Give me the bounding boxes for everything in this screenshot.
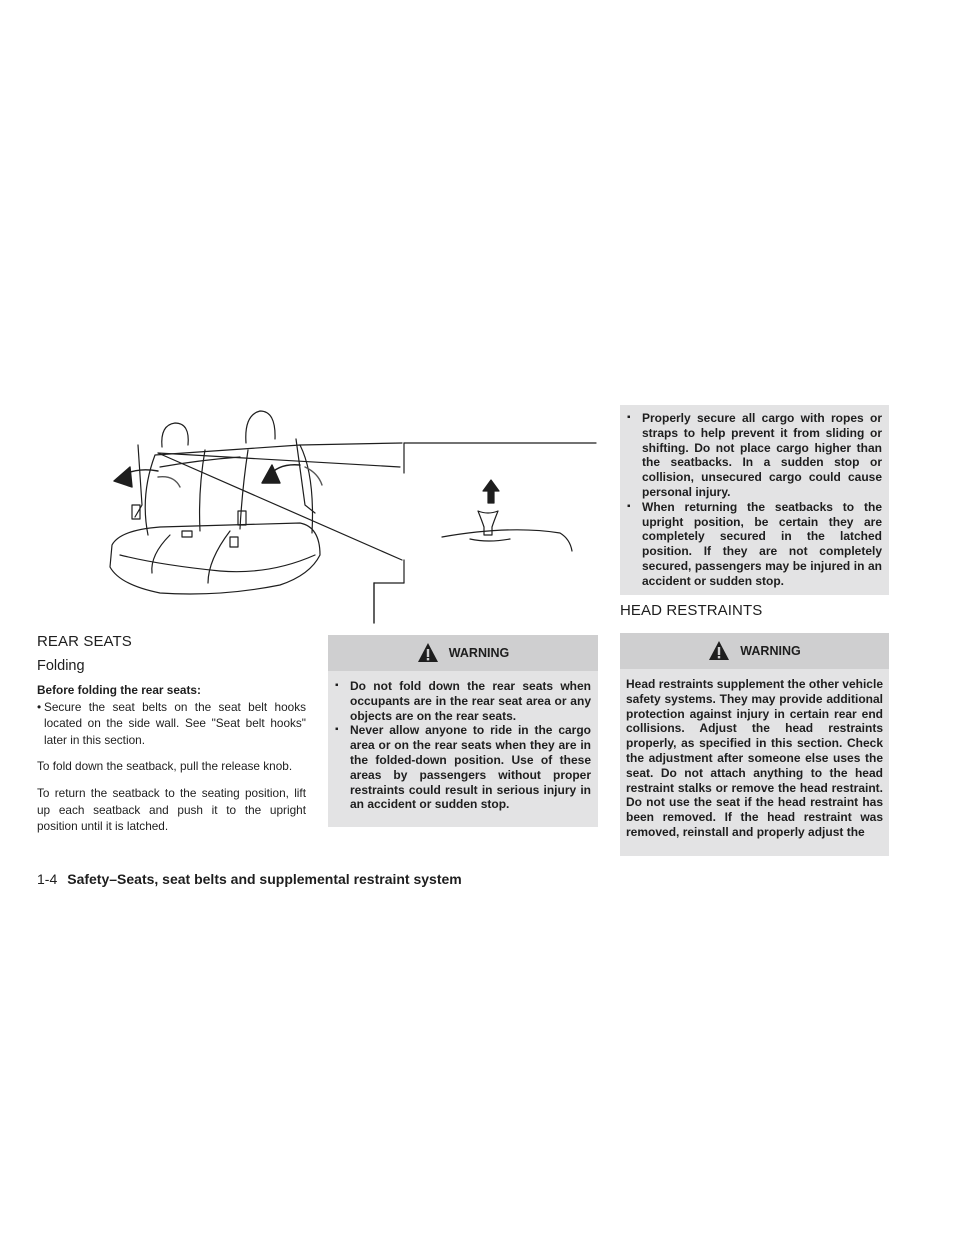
warning-text: Head restraints supplement the other vehicle safety systems. They may provide additional protection against injury in certain rear end collisions. Adjust the head restraints properly, as specified in this section. Check the adjustment after someone else uses the seat. Do not attach anything to the head restraint stalks or remove the head restraint. Do not use the seat if the head restraint has been removed. If the head restraint was removed, reinstall and properly adjust the	[626, 677, 883, 839]
page-number: 1-4	[37, 871, 58, 887]
fold-arrows	[114, 465, 322, 487]
warning-icon	[417, 642, 439, 664]
subsection-title-folding: Folding	[37, 658, 85, 674]
list-item: ▪ Properly secure all cargo with ropes or straps to help prevent it from sliding or shifting. Do not place cargo higher than the seatbacks. In a sudden stop or collision, unsecured cargo could cause personal injury.	[627, 411, 882, 500]
warning-box-head-restraints	[620, 633, 889, 856]
section-title-head-restraints: HEAD RESTRAINTS	[620, 602, 763, 619]
warning-box-continued	[620, 405, 889, 595]
warning-label: WARNING	[740, 644, 801, 658]
footer-title: Safety–Seats, seat belts and supplemental restraint system	[67, 871, 462, 887]
detail-panel-frame	[374, 443, 596, 623]
paragraph: To return the seatback to the seating position, lift up each seatback and push it to the upright position until it is latched.	[37, 785, 306, 834]
rear-seats-body	[37, 682, 306, 845]
release-knob-drawing	[442, 480, 572, 551]
section-title-rear-seats: REAR SEATS	[37, 633, 132, 650]
list-item: ▪ Never allow anyone to ride in the cargo area or on the rear seats when they are in the folded-down position. Use of these areas by passengers without proper restraints could result in serious injury in an accident or sudden stop.	[335, 723, 591, 812]
warning-header	[620, 633, 889, 669]
list-item: • Secure the seat belts on the seat belt hooks located on the side wall. See "Seat belt hooks" later in this section.	[37, 699, 306, 749]
warning-list-continued	[620, 405, 889, 595]
leader-lines	[158, 443, 402, 560]
bullet-list	[37, 699, 306, 749]
warning-icon	[708, 640, 730, 662]
warning-box-rear-seats	[328, 635, 598, 827]
page-footer	[37, 871, 462, 887]
warning-list	[328, 671, 598, 818]
list-item: ▪ When returning the seatbacks to the upright position, be certain they are completely secured in the latched position. If they are not completely secured, passengers may be injured in an accident or sudden stop.	[627, 500, 882, 589]
lead-in: Before folding the rear seats:	[37, 683, 201, 697]
rear-seat-folding-illustration	[100, 405, 600, 625]
paragraph: To fold down the seatback, pull the release knob.	[37, 759, 293, 774]
list-item: ▪ Do not fold down the rear seats when occupants are in the rear seat area or any objects are on the rear seats.	[335, 679, 591, 723]
warning-label: WARNING	[448, 646, 510, 660]
warning-header	[328, 635, 598, 671]
seat-cushion-drawing	[110, 523, 320, 594]
